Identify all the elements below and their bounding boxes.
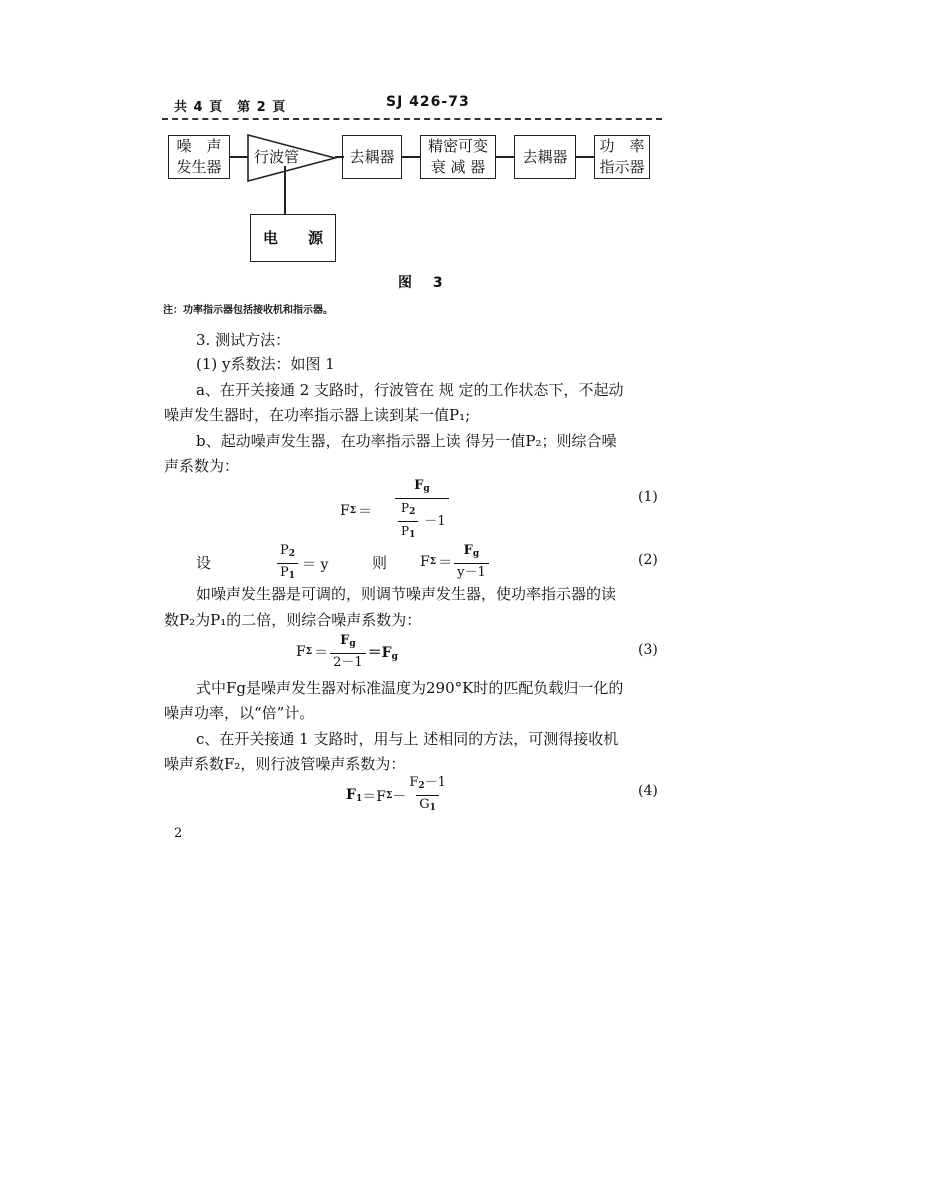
step-a-line-2: 噪声发生器时，在功率指示器上读到某一值P₁; [164,406,471,424]
figure-note: 注：功率指示器包括接收机和指示器。 [163,305,333,316]
noise-generator-block [168,135,230,179]
eq1-den-den: P [401,524,410,538]
eq3-fraction [330,633,366,671]
standard-code: SJ 426-73 [386,94,470,110]
wire [402,156,421,158]
eq4-num-sub: 2 [418,781,425,791]
eq3-den: 2－1 [330,653,366,671]
eq4-lhs: F [346,787,356,803]
attenuator-label-1: 精密可变 [427,137,488,155]
adjustable-line-1: 如噪声发生器是可调的，则调节噪声发生器，使功率指示器的读 [196,585,617,603]
eq2-ratio [277,543,298,584]
decoupler-block-2 [514,135,576,179]
header-rule [162,118,662,120]
eq3-lhs: F [296,644,306,660]
noise-generator-label-2: 发生器 [176,158,222,176]
eq4-minus: － [392,788,407,805]
wire [230,156,248,158]
equation-3: F Σ ＝ $\frac{F_g}{2-1}$ $=F_g$ [296,633,398,670]
eq1-den-tail: －1 [424,513,446,529]
noise-generator-label-1: 噪 声 [176,137,222,155]
eq1-num: F [414,478,424,493]
step-a-line-1: a、在开关接通 2 支路时，行波管在 规 定的工作状态下，不起动 [196,381,624,399]
eq4-den: G [419,797,430,812]
eq2-ratio-den: P [280,565,289,580]
step-c-line-2: 噪声系数F₂，则行波管噪声系数为： [164,755,406,773]
eq3-lhs-sub: Σ [305,647,313,657]
equation-2-definition [277,543,328,584]
equation-1: F Σ ＝ $F_g$ $\frac{P_2}{P_1}$ －1 [340,478,470,543]
adjustable-line-2: 数P₂为P₁的二倍，则综合噪声系数为： [164,611,422,629]
eq2-equals-y: ＝ y [302,556,329,573]
power-supply-label: 电 源 [262,228,323,247]
eq2-num-sub: g [472,549,480,559]
equation-1-number: (1) [638,489,658,505]
eq1-den-den-sub: 1 [409,530,416,540]
eq1-num-sub: g [423,484,430,494]
power-indicator-label-2: 指示器 [599,158,645,176]
fg-definition-line-1: 式中Fg是噪声发生器对标准温度为290°K时的匹配负载归一化的 [196,679,624,697]
figure-caption: 图 3 [398,275,451,291]
eq2-den: y－1 [454,563,489,581]
attenuator-label-2: 衰 减 器 [430,158,486,176]
page-counter: 共 4 頁 第 2 頁 [174,100,287,115]
decoupler-label-2: 去耦器 [522,147,568,166]
equation-2-number: (2) [638,552,658,568]
eq2-lhs-sub: Σ [429,557,437,567]
eq2-ratio-num: P [280,543,289,558]
step-b-line-1: b、起动噪声发生器，在功率指示器上读 得另一值P₂；则综合噪 [196,432,617,450]
eq2-lhs: F [420,554,430,570]
eq4-num-tail: －1 [424,775,446,790]
eq3-num-sub: g [349,639,356,649]
power-indicator-label-1: 功 率 [599,137,645,155]
eq4-lhs-sub: 1 [355,794,363,804]
page-number: 2 [174,826,183,841]
then-label: 则 [372,554,388,572]
eq1-lhs-sub: Σ [349,505,357,516]
step-c-line-1: c、在开关接通 1 支路时，用与上 述相同的方法，可测得接收机 [196,730,619,748]
eq4-num: F [409,775,419,790]
decoupler-block-1 [342,135,402,179]
eq2-fraction [454,543,489,581]
eq4-fraction [406,775,449,816]
equation-2: F Σ ＝ $\frac{F_g}{y-1}$ [420,543,489,581]
equation-3-number: (3) [638,642,658,658]
eq1-den-num-sub: 2 [409,507,416,517]
eq3-rhs: ＝F [367,645,392,661]
eq2-ratio-num-sub: 2 [288,549,296,559]
eq2-num: F [463,543,473,558]
subsection-y-factor: (1) y系数法：如图 1 [196,355,335,373]
let-label: 设 [196,554,212,572]
eq1-fraction [374,478,470,543]
twt-label: 行波管 [254,148,300,166]
equation-4 [346,775,449,816]
eq1-lhs: F [340,502,350,519]
eq3-num: F [340,633,350,648]
eq2-ratio-den-sub: 1 [288,571,296,581]
precision-attenuator-block [420,135,496,179]
equation-4-number: (4) [638,783,658,799]
power-supply-block [250,214,336,262]
eq4-den-sub: 1 [429,803,436,813]
eq3-rhs-sub: g [391,652,398,662]
wire [576,156,595,158]
fg-definition-line-2: 噪声功率，以“倍”计。 [164,704,315,722]
step-b-line-2: 声系数为： [164,457,240,475]
eq4-f-sigma-sub: Σ [385,790,393,801]
decoupler-label-1: 去耦器 [349,147,395,166]
power-indicator-block [594,135,650,179]
wire [284,166,286,214]
wire [496,156,515,158]
eq1-den-num: P [401,501,410,515]
method-title: 3. 测试方法： [196,331,291,349]
eq4-f-sigma: ＝F [362,788,386,805]
